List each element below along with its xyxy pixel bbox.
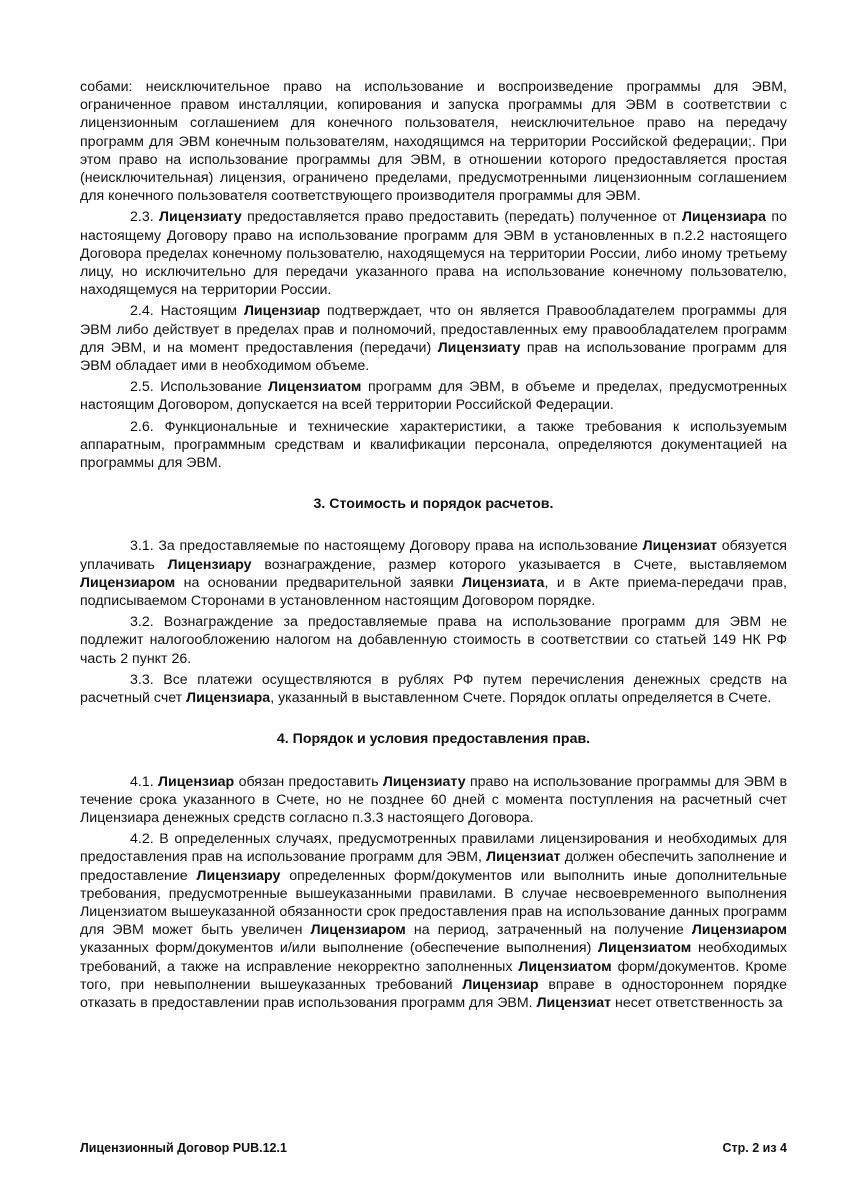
paragraph-2-5: 2.5. Использование Лицензиатом программ для ЭВМ, в объеме и пределах, предусмотренных настоящим Договором, допускается на всей территории Российской Федерации. bbox=[80, 379, 787, 414]
paragraph-4-2: 4.2. В определенных случаях, предусмотренных правилами лицензирования и необходимых для предоставления прав на использование программ для ЭВМ, Лицензиат должен обеспечить заполнение и предоставление Лицензиару определенных форм/документов или выполнить иные дополнительные требования, предусмотренные вышеуказанными правилами. В случае несвоевременного выполнения Лицензиатом вышеуказанной обязанности срок предоставления прав на использование данных программ для ЭВМ может быть увеличен Лицензиаром на период, затраченный на получение Лицензиаром указанных форм/документов и/или выполнение (обеспечение выполнения) Лицензиатом необходимых требований, а также на исправление некорректно заполненных Лицензиатом форм/документов. Кроме того, при невыполнении вышеуказанных требований Лицензиар вправе в одностороннем порядке отказать в предоставлении прав использования программ для ЭВМ. Лицензиат несет ответственность за bbox=[80, 831, 787, 1011]
section-3-title: 3. Стоимость и порядок расчетов. bbox=[313, 496, 554, 513]
paragraph-4-1: 4.1. Лицензиар обязан предоставить Лицензиату право на использование программы для ЭВМ в течение срока указанного в Счете, но не позднее 60 дней с момента поступления на расчетный счет Лицензиара денежных средств согласно п.3.3 настоящего Договора. bbox=[80, 773, 787, 826]
paragraph-2-3: 2.3. Лицензиату предоставляется право предоставить (передать) полученное от Лицензиара по настоящему Договору право на использование программ для ЭВМ в установленных в п.2.2 настоящего Договора пределах конечному пользователю, находящемуся на территории России, либо иному третьему лицу, но исключительно для передачи указанного права на использование конечному пользователю, находящемуся на территории России. bbox=[80, 209, 787, 299]
page-footer bbox=[80, 1141, 787, 1155]
paragraph-3-2: 3.2. Вознаграждение за предоставляемые права на использование программ для ЭВМ не подлежит налогообложению налогом на добавленную стоимость в соответствии со статьей 149 НК РФ часть 2 пункт 26. bbox=[80, 614, 787, 667]
footer-document-name: Лицензионный Договор PUB.12.1 bbox=[80, 1141, 287, 1155]
paragraph-3-1: 3.1. За предоставляемые по настоящему Договору права на использование Лицензиат обязуется уплачивать Лицензиару вознаграждение, размер которого указывается в Счете, выставляемом Лицензиаром на основании предварительной заявки Лицензиата, и в Акте приема-передачи прав, подписываемом Сторонами в установленном настоящим Договором порядке. bbox=[80, 538, 787, 610]
section-4-title: 4. Порядок и условия предоставления прав. bbox=[276, 731, 591, 748]
paragraph-2-4: 2.4. Настоящим Лицензиар подтверждает, что он является Правообладателем программы для ЭВМ либо действует в пределах прав и полномочий, предоставленных ему правообладателем программ для ЭВМ, и на момент предоставления (передачи) Лицензиату прав на использование программ для ЭВМ обладает ими в необходимом объеме. bbox=[80, 303, 787, 375]
paragraph-2-2-continuation: собами: неисключительное право на использование и воспроизведение программы для ЭВМ, ограниченное правом инсталляции, копирования и запуска программы для ЭВМ в соответствии с лицензионным соглашением для конечного пользователя, неисключительное право на передачу программ для ЭВМ конечным пользователям, находящимся на территории Российской федерации;. При этом право на использование программы для ЭВМ, в отношении которого предоставляется простая (неисключительная) лицензия, ограничено пределами, предусмотренными лицензионным соглашением для конечного пользователя соответствующего производителя программы для ЭВМ. bbox=[80, 79, 787, 205]
footer-page-number: Стр. 2 из 4 bbox=[722, 1141, 787, 1155]
document-page bbox=[80, 78, 787, 1012]
paragraph-2-6: 2.6. Функциональные и технические характеристики, а также требования к используемым аппаратным, программным средствам и квалификации персонала, определяются документацией на программы для ЭВМ. bbox=[80, 418, 787, 472]
paragraph-3-3: 3.3. Все платежи осуществляются в рублях РФ путем перечисления денежных средств на расчетный счет Лицензиара, указанный в выставленном Счете. Порядок оплаты определяется в Счете. bbox=[80, 671, 787, 707]
